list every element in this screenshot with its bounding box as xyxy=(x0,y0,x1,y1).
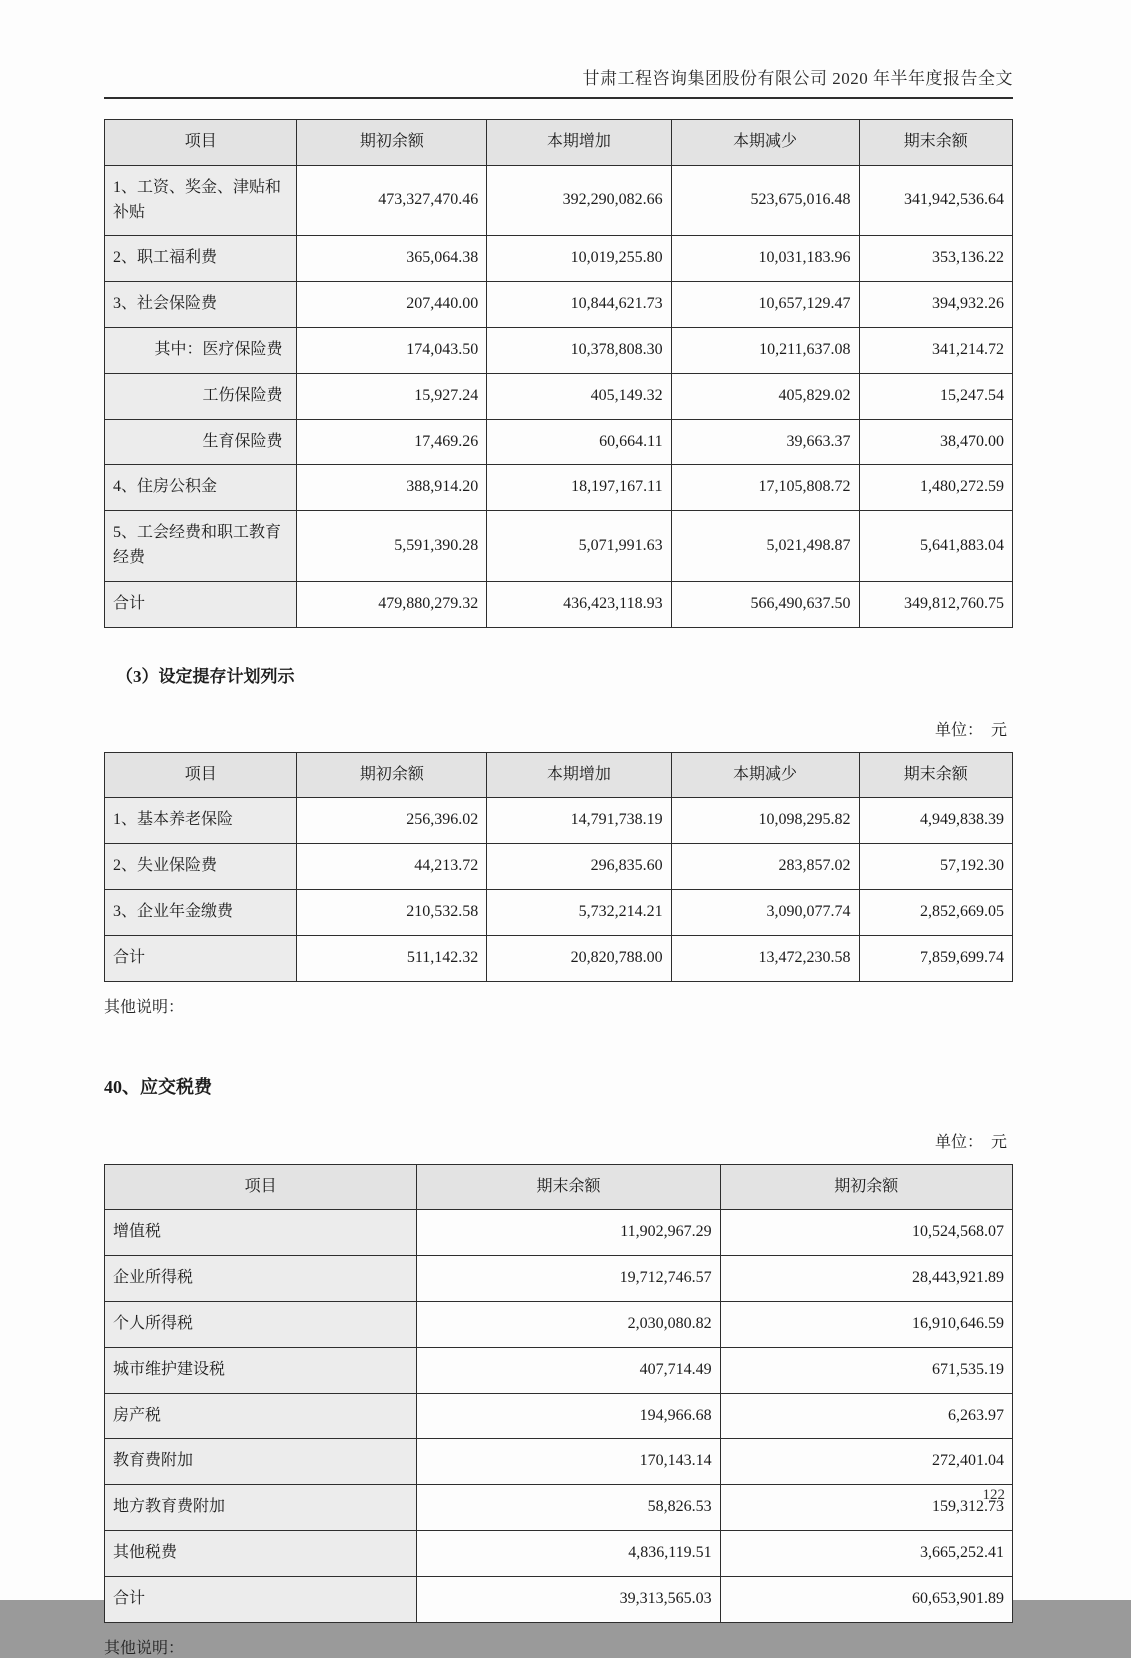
column-header: 期初余额 xyxy=(297,120,487,166)
value-cell: 511,142.32 xyxy=(297,935,487,981)
employee-compensation-table xyxy=(104,119,1013,628)
value-cell: 39,663.37 xyxy=(671,419,859,465)
table-row xyxy=(105,327,1013,373)
value-cell: 10,098,295.82 xyxy=(671,798,859,844)
value-cell: 6,263.97 xyxy=(720,1393,1012,1439)
table-row xyxy=(105,1347,1013,1393)
row-label: 企业所得税 xyxy=(105,1256,417,1302)
column-header: 本期减少 xyxy=(671,752,859,798)
table-total-row xyxy=(105,935,1013,981)
value-cell: 7,859,699.74 xyxy=(859,935,1012,981)
value-cell: 11,902,967.29 xyxy=(417,1210,720,1256)
header-rule xyxy=(104,97,1013,99)
value-cell: 5,591,390.28 xyxy=(297,511,487,582)
value-cell: 341,214.72 xyxy=(859,327,1012,373)
column-header: 项目 xyxy=(105,1164,417,1210)
row-label: 城市维护建设税 xyxy=(105,1347,417,1393)
row-label: 其他税费 xyxy=(105,1530,417,1576)
value-cell: 15,247.54 xyxy=(859,373,1012,419)
defined-contribution-table xyxy=(104,752,1013,982)
row-label: 合计 xyxy=(105,581,297,627)
value-cell: 60,664.11 xyxy=(487,419,671,465)
row-label: 3、社会保险费 xyxy=(105,282,297,328)
table-row xyxy=(105,1530,1013,1576)
row-label: 地方教育费附加 xyxy=(105,1485,417,1531)
unit-label: 单位： 元 xyxy=(934,721,1007,739)
value-cell: 479,880,279.32 xyxy=(297,581,487,627)
value-cell: 14,791,738.19 xyxy=(487,798,671,844)
table-total-row xyxy=(105,581,1013,627)
value-cell: 4,949,838.39 xyxy=(859,798,1012,844)
row-label: 4、住房公积金 xyxy=(105,465,297,511)
value-cell: 388,914.20 xyxy=(297,465,487,511)
value-cell: 170,143.14 xyxy=(417,1439,720,1485)
section-heading-taxes-payable: 40、应交税费 xyxy=(104,1076,212,1097)
value-cell: 10,657,129.47 xyxy=(671,282,859,328)
table-row xyxy=(105,1393,1013,1439)
value-cell: 174,043.50 xyxy=(297,327,487,373)
row-label: 5、工会经费和职工教育经费 xyxy=(105,511,297,582)
row-label: 1、工资、奖金、津贴和补贴 xyxy=(105,165,297,236)
column-header: 期末余额 xyxy=(417,1164,720,1210)
row-label: 1、基本养老保险 xyxy=(105,798,297,844)
value-cell: 3,090,077.74 xyxy=(671,889,859,935)
row-label: 合计 xyxy=(105,935,297,981)
value-cell: 523,675,016.48 xyxy=(671,165,859,236)
row-label: 工伤保险费 xyxy=(105,373,297,419)
value-cell: 15,927.24 xyxy=(297,373,487,419)
table-total-row xyxy=(105,1576,1013,1622)
value-cell: 405,149.32 xyxy=(487,373,671,419)
row-label: 3、企业年金缴费 xyxy=(105,889,297,935)
section-heading-defined-contribution: （3）设定提存计划列示 xyxy=(116,666,295,686)
value-cell: 28,443,921.89 xyxy=(720,1256,1012,1302)
value-cell: 2,852,669.05 xyxy=(859,889,1012,935)
value-cell: 256,396.02 xyxy=(297,798,487,844)
value-cell: 671,535.19 xyxy=(720,1347,1012,1393)
table-row xyxy=(105,1210,1013,1256)
column-header: 本期增加 xyxy=(487,120,671,166)
value-cell: 16,910,646.59 xyxy=(720,1301,1012,1347)
taxes-payable-table xyxy=(104,1164,1013,1623)
value-cell: 349,812,760.75 xyxy=(859,581,1012,627)
value-cell: 38,470.00 xyxy=(859,419,1012,465)
column-header: 期末余额 xyxy=(859,752,1012,798)
table-row xyxy=(105,373,1013,419)
value-cell: 407,714.49 xyxy=(417,1347,720,1393)
table-row xyxy=(105,511,1013,582)
value-cell: 207,440.00 xyxy=(297,282,487,328)
table-header-row xyxy=(105,752,1013,798)
document-header-title: 甘肃工程咨询集团股份有限公司 2020 年半年度报告全文 xyxy=(582,69,1013,88)
value-cell: 392,290,082.66 xyxy=(487,165,671,236)
table-row xyxy=(105,165,1013,236)
value-cell: 10,378,808.30 xyxy=(487,327,671,373)
value-cell: 44,213.72 xyxy=(297,844,487,890)
value-cell: 296,835.60 xyxy=(487,844,671,890)
table-row xyxy=(105,1439,1013,1485)
row-label: 增值税 xyxy=(105,1210,417,1256)
value-cell: 57,192.30 xyxy=(859,844,1012,890)
table-row xyxy=(105,1301,1013,1347)
table-row xyxy=(105,844,1013,890)
value-cell: 39,313,565.03 xyxy=(417,1576,720,1622)
value-cell: 10,211,637.08 xyxy=(671,327,859,373)
row-label: 个人所得税 xyxy=(105,1301,417,1347)
value-cell: 58,826.53 xyxy=(417,1485,720,1531)
value-cell: 60,653,901.89 xyxy=(720,1576,1012,1622)
table-row xyxy=(105,1485,1013,1531)
value-cell: 5,071,991.63 xyxy=(487,511,671,582)
value-cell: 18,197,167.11 xyxy=(487,465,671,511)
value-cell: 194,966.68 xyxy=(417,1393,720,1439)
column-header: 期末余额 xyxy=(859,120,1012,166)
row-label: 生育保险费 xyxy=(105,419,297,465)
value-cell: 10,019,255.80 xyxy=(487,236,671,282)
row-label: 房产税 xyxy=(105,1393,417,1439)
table-row xyxy=(105,889,1013,935)
spacer xyxy=(104,1017,1013,1039)
row-label: 合计 xyxy=(105,1576,417,1622)
value-cell: 159,312.73 xyxy=(720,1485,1012,1531)
value-cell: 341,942,536.64 xyxy=(859,165,1012,236)
value-cell: 2,030,080.82 xyxy=(417,1301,720,1347)
row-label: 教育费附加 xyxy=(105,1439,417,1485)
value-cell: 436,423,118.93 xyxy=(487,581,671,627)
page-number: 122 xyxy=(982,1487,1005,1503)
row-label: 2、职工福利费 xyxy=(105,236,297,282)
column-header: 项目 xyxy=(105,752,297,798)
value-cell: 20,820,788.00 xyxy=(487,935,671,981)
value-cell: 10,524,568.07 xyxy=(720,1210,1012,1256)
column-header: 项目 xyxy=(105,120,297,166)
value-cell: 405,829.02 xyxy=(671,373,859,419)
value-cell: 10,844,621.73 xyxy=(487,282,671,328)
table-row xyxy=(105,282,1013,328)
value-cell: 473,327,470.46 xyxy=(297,165,487,236)
column-header: 本期减少 xyxy=(671,120,859,166)
other-note-label: 其他说明： xyxy=(104,998,185,1016)
value-cell: 365,064.38 xyxy=(297,236,487,282)
value-cell: 5,641,883.04 xyxy=(859,511,1012,582)
table-row xyxy=(105,1256,1013,1302)
table-row xyxy=(105,236,1013,282)
column-header: 本期增加 xyxy=(487,752,671,798)
value-cell: 566,490,637.50 xyxy=(671,581,859,627)
value-cell: 13,472,230.58 xyxy=(671,935,859,981)
row-label: 2、失业保险费 xyxy=(105,844,297,890)
value-cell: 353,136.22 xyxy=(859,236,1012,282)
value-cell: 3,665,252.41 xyxy=(720,1530,1012,1576)
value-cell: 10,031,183.96 xyxy=(671,236,859,282)
row-label: 其中：医疗保险费 xyxy=(105,327,297,373)
unit-label: 单位： 元 xyxy=(934,1133,1007,1151)
value-cell: 394,932.26 xyxy=(859,282,1012,328)
value-cell: 19,712,746.57 xyxy=(417,1256,720,1302)
table-header-row xyxy=(105,120,1013,166)
value-cell: 210,532.58 xyxy=(297,889,487,935)
value-cell: 272,401.04 xyxy=(720,1439,1012,1485)
value-cell: 17,105,808.72 xyxy=(671,465,859,511)
other-note-label: 其他说明： xyxy=(104,1639,185,1657)
column-header: 期初余额 xyxy=(297,752,487,798)
value-cell: 17,469.26 xyxy=(297,419,487,465)
value-cell: 1,480,272.59 xyxy=(859,465,1012,511)
value-cell: 4,836,119.51 xyxy=(417,1530,720,1576)
table-row xyxy=(105,465,1013,511)
column-header: 期初余额 xyxy=(720,1164,1012,1210)
value-cell: 283,857.02 xyxy=(671,844,859,890)
table-row xyxy=(105,798,1013,844)
table-row xyxy=(105,419,1013,465)
value-cell: 5,021,498.87 xyxy=(671,511,859,582)
value-cell: 5,732,214.21 xyxy=(487,889,671,935)
table-header-row xyxy=(105,1164,1013,1210)
